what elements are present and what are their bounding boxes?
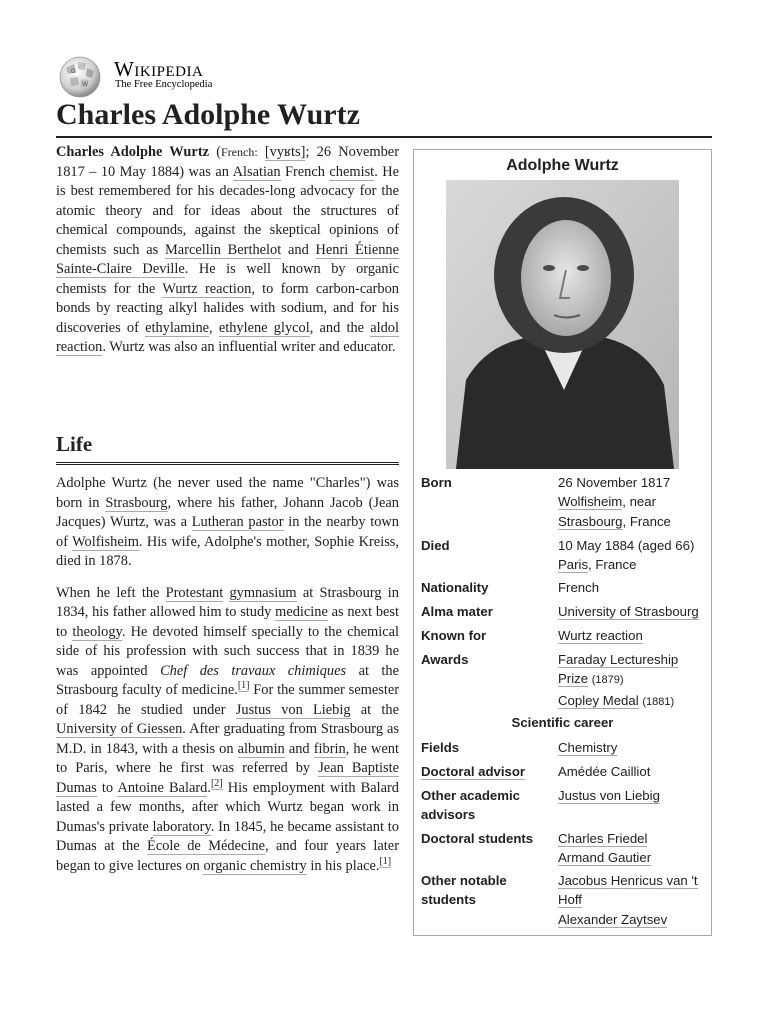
life-p1-text-c: in the nearby town of <box>56 514 399 550</box>
giessen-link[interactable]: University of Giessen <box>56 721 183 737</box>
born-near: , near <box>622 494 656 510</box>
fibrin-link[interactable]: fibrin <box>313 740 346 757</box>
infobox <box>413 149 712 936</box>
life-p2-text-b: at Strasbourg in 1834, his father allowed him to study <box>56 584 399 620</box>
infobox-title: Adolphe Wurtz <box>506 157 619 174</box>
deville-link[interactable]: Henri Étienne Sainte-Claire Deville <box>56 241 399 277</box>
ethylamine-link[interactable]: ethylamine <box>145 319 210 336</box>
life-p1-text-b: , where his father, Johann Jacob (Jean Jacques) Wurtz, was a <box>56 494 399 530</box>
ipa-link[interactable]: [vyʁts] <box>264 144 306 160</box>
life-p1-text-d: . His wife, Adolphe's mother, Sophie Kreiss, died in 1878. <box>56 533 399 569</box>
section-heading-life: Life <box>56 430 399 465</box>
life-paragraph-2 <box>56 584 399 877</box>
strasbourg-infobox-link[interactable]: Strasbourg <box>558 513 623 529</box>
intro-text-3: , to form carbon-carbon bonds by reacting alkyl halides with sodium, and for his discoveries of <box>56 280 400 336</box>
died-country: , France <box>588 557 637 573</box>
wikipedia-wordmark[interactable]: Wikipedia <box>114 57 204 81</box>
berthelot-link[interactable]: Marcellin Berthelot <box>164 241 282 258</box>
lutheran-pastor-link[interactable]: Lutheran pastor <box>191 514 284 530</box>
text-french: French <box>285 163 325 180</box>
armand-gautier-link[interactable]: Armand Gautier <box>558 850 652 866</box>
ecole-de-medecine-link[interactable]: École de Médecine <box>147 838 265 854</box>
notable-students-label: Other notable students <box>421 873 507 908</box>
died-date: 10 May 1884 (aged 66) <box>558 538 695 553</box>
text-and: and <box>287 241 309 258</box>
gymnasium-link[interactable]: gymnasium <box>229 584 297 601</box>
life-p2-text-n: . In 1845, he became assistant to Dumas at the <box>56 818 399 854</box>
text-comma: , <box>209 319 213 336</box>
van-t-hoff-link[interactable]: Jacobus Henricus van 't Hoff <box>558 873 698 908</box>
born-country: , France <box>622 513 671 529</box>
subject-name: Charles Adolphe Wurtz <box>56 144 209 160</box>
svg-text:W: W <box>82 81 88 88</box>
page-title: Charles Adolphe Wurtz <box>56 96 712 138</box>
life-p2-text-d: . He devoted himself specially to the chemical side of his profession with such success that in 1839 he was appointed <box>56 623 399 679</box>
life-p2-text-g: at the <box>360 701 399 718</box>
life-p2-text-f: For the summer semester of 1842 he studied under <box>56 682 399 718</box>
born-value <box>558 473 710 531</box>
wolfisheim-infobox-link[interactable]: Wolfisheim <box>558 494 623 510</box>
intro-text-1: . He is best remembered for his decades-long advocacy for the atomic theory and for ideas about the structures of chemical compounds, against the skeptical opinions of chemists such as <box>56 163 400 258</box>
intro-text-4: . Wurtz was also an influential writer and educator. <box>102 339 396 355</box>
life-p2-text-c: as next best to <box>56 604 399 640</box>
award2-year: (1881) <box>642 695 675 708</box>
ethylene-glycol-link[interactable]: ethylene glycol <box>218 319 310 336</box>
intro-dates: ; 26 November 1817 – 10 May 1884) was an <box>56 144 399 180</box>
life-p2-text-m: His employment with Balard lasted a few months, after which Wurtz began work in Dumas's private <box>56 779 400 835</box>
advisor-value: Amédée Cailliot <box>558 764 651 779</box>
life-p2-text-p: in his place. <box>310 857 380 874</box>
scientific-career-header: Scientific career <box>511 715 614 730</box>
wolfisheim-link[interactable]: Wolfisheim <box>72 533 139 550</box>
site-header <box>56 54 716 98</box>
notable-value <box>558 871 710 929</box>
alsatian-link[interactable]: Alsatian <box>232 163 281 180</box>
born-date: 26 November 1817 <box>558 475 671 490</box>
chemist-link[interactable]: chemist <box>329 163 375 180</box>
life-p2-text-e: at the Strasbourg faculty of medicine. <box>56 662 399 698</box>
doctoral-students-label: Doctoral students <box>421 831 534 846</box>
life-section <box>56 474 399 876</box>
text-and-the: , and the <box>309 319 365 336</box>
fields-label: Fields <box>421 740 460 755</box>
svg-text:Ω: Ω <box>71 68 76 75</box>
awards-label: Awards <box>421 652 469 667</box>
faraday-lectureship-link[interactable]: Faraday Lectureship Prize <box>558 652 679 687</box>
life-p2-text-o: , and four years later began to give lectures on <box>56 838 399 874</box>
known-for-label: Known for <box>421 628 487 643</box>
aldol-reaction-link[interactable]: aldol reaction <box>56 319 399 355</box>
died-label: Died <box>421 538 450 553</box>
protestant-link[interactable]: Protestant <box>165 584 224 601</box>
organic-chemistry-link[interactable]: organic chemistry <box>203 857 307 874</box>
paris-link[interactable]: Paris <box>558 557 589 573</box>
life-p2-text-l: . <box>207 779 211 796</box>
zaytsev-link[interactable]: Alexander Zaytsev <box>558 911 668 927</box>
life-p2-text-i: and <box>288 740 310 757</box>
life-p2-text-j: , he went to Paris, where he first was referred by <box>56 740 399 776</box>
university-of-strasbourg-link[interactable]: University of Strasbourg <box>558 604 699 619</box>
copley-medal-link[interactable]: Copley Medal <box>558 692 639 708</box>
born-label: Born <box>421 475 452 490</box>
language-label: French: <box>221 145 258 159</box>
students-value <box>558 829 710 868</box>
award1-year: (1879) <box>591 674 624 687</box>
strasbourg-link[interactable]: Strasbourg <box>105 494 168 511</box>
other-advisors-label: Other academic advisors <box>421 788 520 823</box>
wurtz-reaction-link[interactable]: Wurtz reaction <box>162 280 252 297</box>
charles-friedel-link[interactable]: Charles Friedel <box>558 831 648 846</box>
intro-text-2: . He is well known by organic chemists for the <box>56 261 399 297</box>
nationality-value: French <box>558 580 600 595</box>
died-value <box>558 536 710 575</box>
life-p2-text-a: When he left the <box>56 584 160 601</box>
reference-2-link[interactable]: [2] <box>210 777 223 789</box>
balard-link[interactable]: Antoine Balard <box>117 779 208 796</box>
wikipedia-globe-logo[interactable] <box>56 54 104 98</box>
doctoral-advisor-label[interactable]: Doctoral advisor <box>421 764 526 779</box>
albumin-link[interactable]: albumin <box>237 740 285 757</box>
life-paragraph-1 <box>56 474 399 572</box>
portrait-photo[interactable] <box>446 180 679 469</box>
chef-des-travaux-text: Chef des travaux chimiques <box>160 662 347 679</box>
life-p2-text-h: . After graduating from Strasbourg as M.D. in 1843, with a thesis on <box>56 721 400 757</box>
awards-value <box>558 650 710 712</box>
wurtz-reaction-infobox-link[interactable]: Wurtz reaction <box>558 628 643 643</box>
laboratory-link[interactable]: laboratory <box>152 818 211 835</box>
wikipedia-tagline: The Free Encyclopedia <box>115 79 213 90</box>
nationality-label: Nationality <box>421 580 489 595</box>
medicine-link[interactable]: medicine <box>275 604 328 620</box>
dumas-link[interactable]: Jean Baptiste Dumas <box>56 760 399 796</box>
life-p1-text-a: Adolphe Wurtz (he never used the name "Charles") was born in <box>56 475 399 511</box>
life-p2-text-k: to <box>101 779 114 796</box>
liebig-link[interactable]: Justus von Liebig <box>235 701 351 718</box>
alma-mater-label: Alma mater <box>421 604 493 619</box>
liebig-infobox-link[interactable]: Justus von Liebig <box>558 788 660 803</box>
chemistry-link[interactable]: Chemistry <box>558 740 618 755</box>
reference-1-link[interactable]: [1] <box>237 680 250 692</box>
intro-paragraph: Charles Adolphe Wurtz (French: [vyʁts]; 26 November 1817 – 10 May 1884) was an Alsatian French chemist. He is best remembered for his decades-long advocacy for the atomic theory and for ideas about the structures of chemical compounds, against the skeptical opinions of chemists such as Marcellin Berthelot and Henri Étienne Sainte-Claire Deville. He is well known by organic chemists for the Wurtz reaction, to form carbon-carbon bonds by reacting alkyl halides with sodium, and for his discoveries of ethylamine, ethylene glycol, and the aldol reaction. Wurtz was also an influential writer and educator. <box>56 144 400 355</box>
reference-3-link[interactable]: [1] <box>379 855 392 867</box>
theology-link[interactable]: theology <box>72 623 122 640</box>
